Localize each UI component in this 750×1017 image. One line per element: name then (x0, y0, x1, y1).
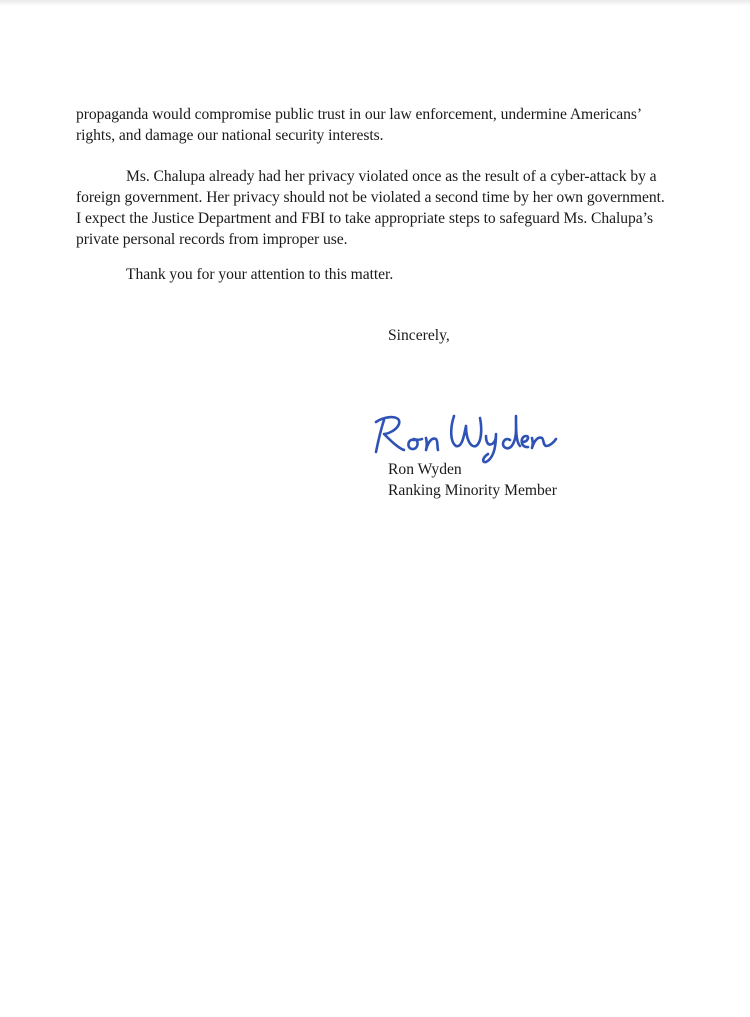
closing-salutation: Sincerely, (388, 327, 450, 344)
page-top-edge (0, 0, 750, 6)
signer-title: Ranking Minority Member (388, 482, 557, 499)
paragraph-3 (76, 264, 736, 285)
handwritten-signature (370, 406, 560, 466)
paragraph-2 (76, 166, 736, 250)
paragraph-line: rights, and damage our national security interests. (76, 127, 384, 144)
paragraph-line: private personal records from improper use. (76, 231, 348, 248)
paragraph-line: propaganda would compromise public trust in our law enforcement, undermine Americans’ (76, 106, 643, 123)
paragraph-line: I expect the Justice Department and FBI to take appropriate steps to safeguard Ms. Chalupa’s (76, 210, 653, 227)
paragraph-line: foreign government. Her privacy should not be violated a second time by her own government. (76, 189, 665, 206)
paragraph-line: Ms. Chalupa already had her privacy violated once as the result of a cyber-attack by a (126, 168, 657, 185)
paragraph-line: Thank you for your attention to this matter. (126, 266, 394, 283)
signature-text: Ron Wyden (370, 406, 375, 407)
signer-name: Ron Wyden (388, 461, 462, 478)
paragraph-1 (76, 104, 736, 146)
